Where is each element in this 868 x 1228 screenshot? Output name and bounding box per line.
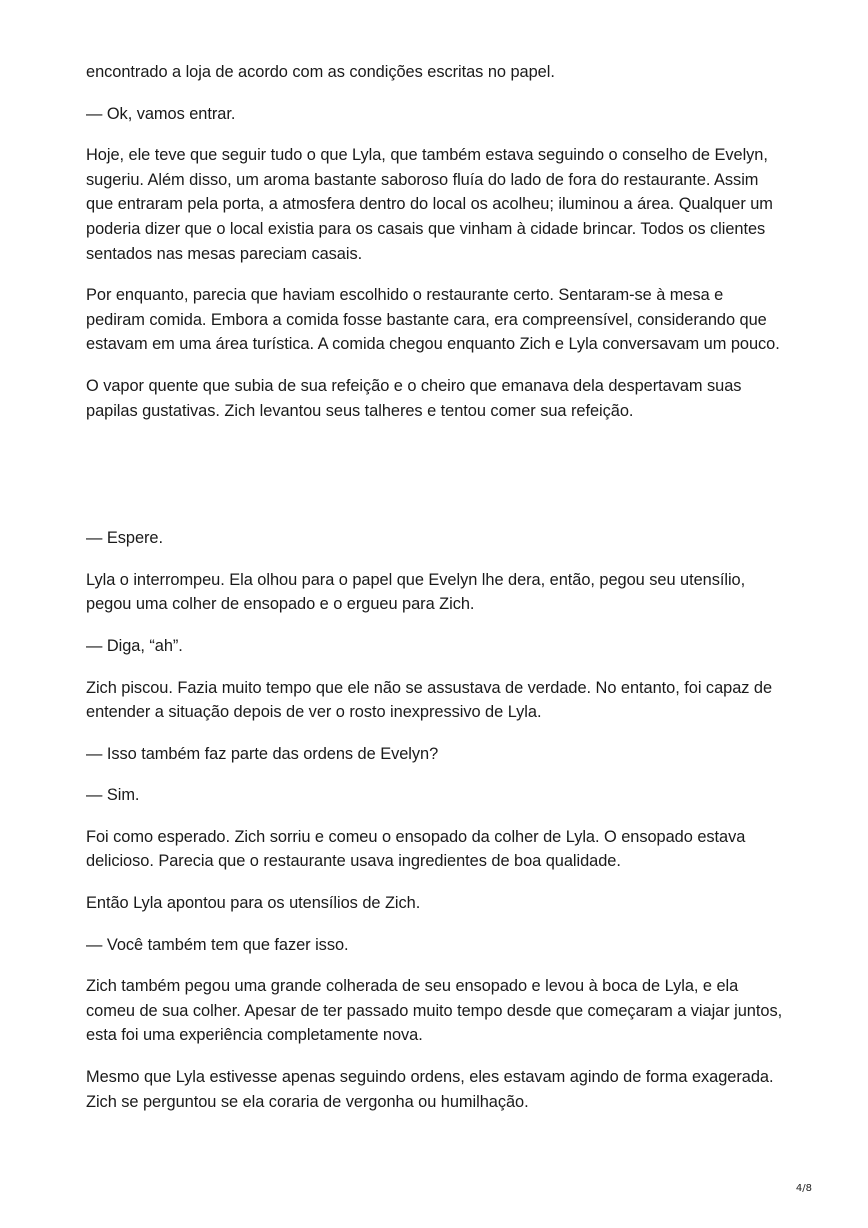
paragraph: Hoje, ele teve que seguir tudo o que Lyla, que também estava seguindo o conselho de Evelyn, sugeriu. Além disso, um aroma bastante saboroso fluía do lado de fora do restaurante. Assim que entraram pela porta, a atmosfera dentro do local os acolheu; iluminou a área. Qualquer um poderia dizer que o local existia para os casais que vinham à cidade brincar. Todos os clientes sentados nas mesas pareciam casais. — [86, 146, 773, 263]
paragraph: Lyla o interrompeu. Ela olhou para o papel que Evelyn lhe dera, então, pegou seu utensílio, pegou uma colher de ensopado e o ergueu para Zich. — [86, 570, 746, 614]
section-gap — [86, 440, 786, 526]
paragraph: — Sim. — [86, 786, 140, 805]
paragraph: encontrado a loja de acordo com as condições escritas no papel. — [86, 63, 555, 81]
paragraph: Por enquanto, parecia que haviam escolhido o restaurante certo. Sentaram-se à mesa e pediram comida. Embora a comida fosse bastante cara, era compreensível, considerando que estavam em uma área turística. A comida chegou enquanto Zich e Lyla conversavam um pouco. — [86, 286, 780, 354]
paragraph: Foi como esperado. Zich sorriu e comeu o ensopado da colher de Lyla. O ensopado estava delicioso. Parecia que o restaurante usava ingredientes de boa qualidade. — [86, 827, 746, 871]
paragraph: — Isso também faz parte das ordens de Evelyn? — [86, 744, 439, 763]
paragraph: — Espere. — [86, 529, 163, 548]
paragraph: Zich piscou. Fazia muito tempo que ele não se assustava de verdade. No entanto, foi capaz de entender a situação depois de ver o rosto inexpressivo de Lyla. — [86, 678, 773, 722]
paragraph: Mesmo que Lyla estivesse apenas seguindo ordens, eles estavam agindo de forma exagerada. Zich se perguntou se ela coraria de vergonha ou humilhação. — [86, 1068, 774, 1111]
paragraph: — Diga, “ah”. — [86, 636, 183, 655]
paragraph: Então Lyla apontou para os utensílios de Zich. — [86, 894, 421, 913]
paragraph: Zich também pegou uma grande colherada de seu ensopado e levou à boca de Lyla, e ela comeu de sua colher. Apesar de ter passado muito tempo desde que começaram a viajar juntos, esta foi uma experiência completamente nova. — [86, 977, 783, 1045]
paragraph: — Você também tem que fazer isso. — [86, 935, 349, 954]
paragraph: — Ok, vamos entrar. — [86, 104, 236, 123]
page-number: 4/8 — [795, 1183, 812, 1194]
paragraph: O vapor quente que subia de sua refeição e o cheiro que emanava dela despertavam suas papilas gustativas. Zich levantou seus talheres e tentou comer sua refeição. — [86, 376, 742, 420]
document-body — [86, 60, 786, 1131]
